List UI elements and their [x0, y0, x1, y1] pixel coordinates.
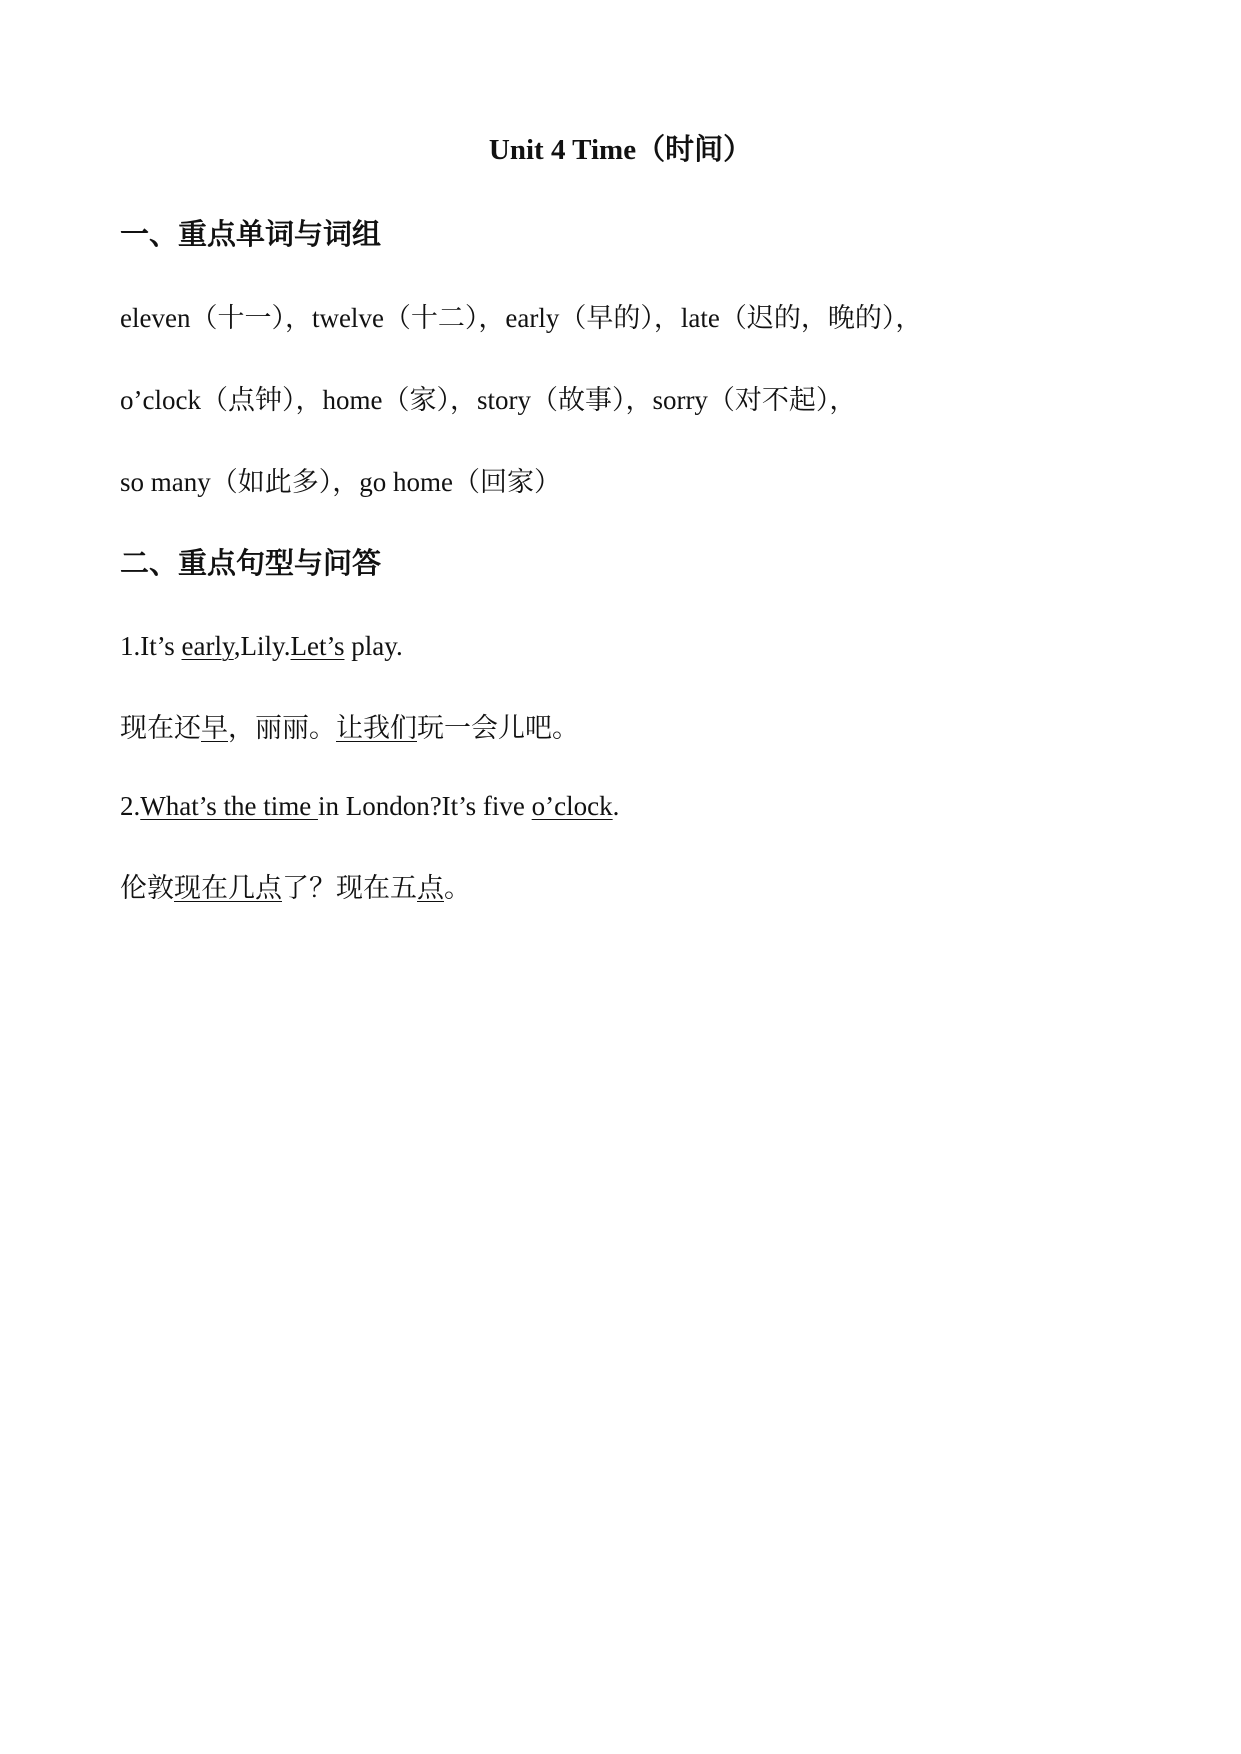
section-1-heading: 一、重点单词与词组: [120, 219, 382, 251]
text-segment: 。: [444, 873, 471, 903]
sentence-2-english: [120, 786, 1140, 826]
text-segment: in London?It’s five: [317, 791, 532, 821]
text-segment: 了？现在五: [282, 873, 417, 903]
text-segment: ,Lily.: [233, 631, 291, 661]
text-segment: ，丽丽。: [228, 713, 336, 743]
underlined-text: 早: [201, 713, 228, 743]
text-segment: 现在还: [120, 713, 201, 743]
text-segment: 伦敦: [120, 873, 174, 903]
text-segment: play.: [344, 631, 403, 661]
underlined-text: Let’s: [290, 631, 345, 661]
underlined-text: early: [181, 631, 234, 661]
vocab-line-1: eleven（十一），twelve（十二），early（早的），late（迟的，晚的），: [120, 303, 923, 333]
sentence-1-english: [120, 626, 1140, 666]
sentence-2-chinese: [120, 868, 1140, 908]
sentence-1-chinese: [120, 708, 1140, 748]
vocab-line-3: so many（如此多），go home（回家）: [120, 467, 561, 497]
underlined-text: What’s the time: [140, 791, 318, 821]
underlined-text: o’clock: [531, 791, 613, 821]
text-segment: 1.It’s: [120, 631, 182, 661]
underlined-text: 让我们: [336, 713, 417, 743]
text-segment: 玩一会儿吧。: [417, 713, 579, 743]
underlined-text: 现在几点: [174, 873, 282, 903]
page-title: Unit 4 Time（时间）: [488, 134, 753, 166]
section-2-heading: 二、重点句型与问答: [120, 548, 382, 580]
text-segment: .: [612, 791, 620, 821]
text-segment: 2.: [120, 791, 141, 821]
vocab-line-2: o’clock（点钟），home（家），story（故事），sorry（对不起），: [120, 385, 857, 415]
underlined-text: 点: [417, 873, 444, 903]
